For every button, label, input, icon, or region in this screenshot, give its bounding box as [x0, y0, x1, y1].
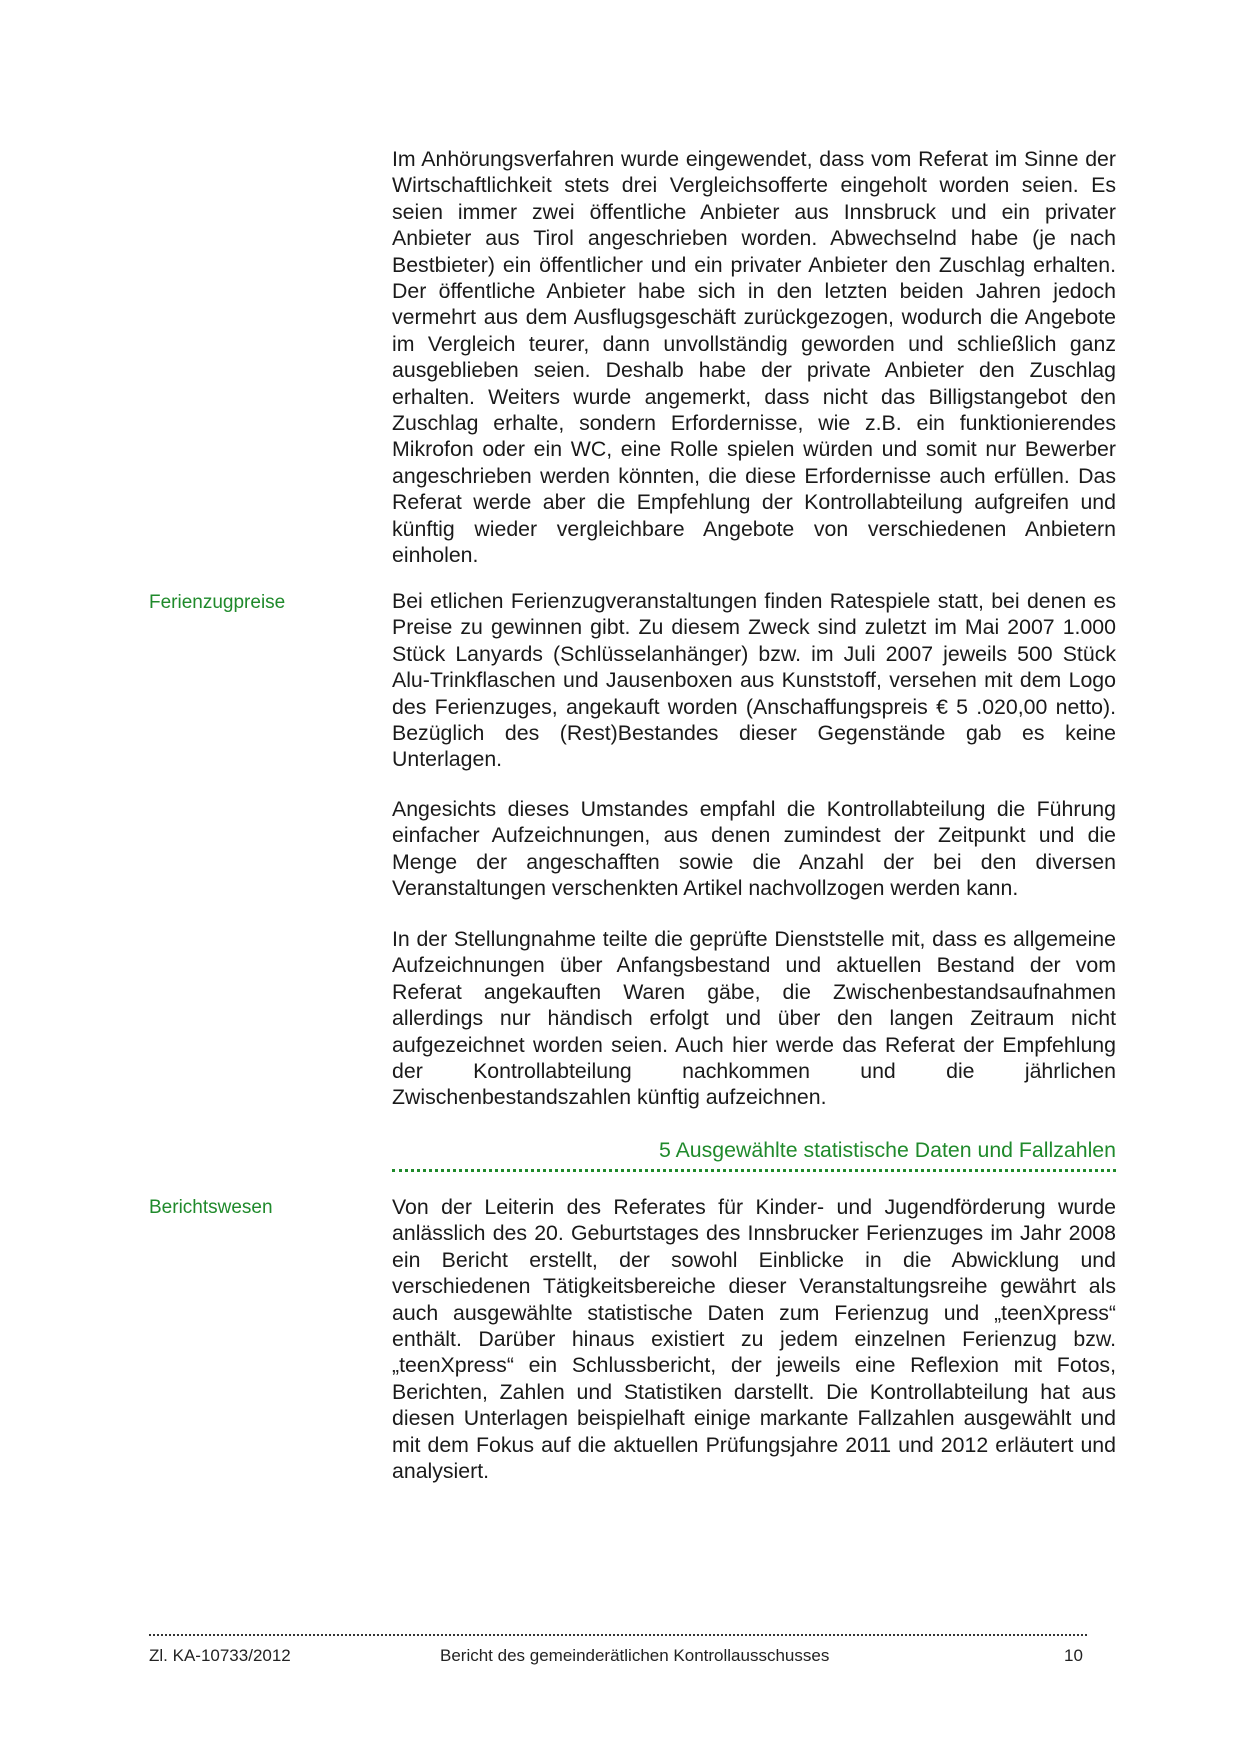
- paragraph-text: Von der Leiterin des Referates für Kinder- und Jugendförderung wurde anlässlich des 20. Geburtstages des Innsbrucker Ferienzuges im Jahr 2008 ein Bericht erstellt, der sowohl Einblicke in die Abwicklung und verschiedenen Tätigkeitsbereiche dieser Veranstaltungsreihe gewährt als auch ausgewählte statistische Daten zum Ferienzug und „teenXpress“ enthält. Darüber hinaus existiert zu jedem einzelnen Ferienzug bzw. „teenXpress“ ein Schlussbericht, der jeweils eine Reflexion mit Fotos, Berichten, Zahlen und Statistiken darstellt. Die Kontrollabteilung hat aus diesen Unterlagen beispielhaft einige markante Fallzahlen ausgewählt und mit dem Fokus auf die aktuellen Prüfungsjahre 2011 und 2012 erläutert und analysiert.: [392, 1195, 1116, 1484]
- paragraph-text: Angesichts dieses Umstandes empfahl die Kontrollabteilung die Führung einfacher Aufzeichnungen, aus denen zumindest der Zeitpunkt und die Menge der angeschafften sowie die Anzahl der bei den diversen Veranstaltungen verschenkten Artikel nachvollzogen werden kann.: [392, 797, 1116, 901]
- section-heading: 5 Ausgewählte statistische Daten und Fallzahlen: [659, 1138, 1116, 1162]
- body-paragraph-empfehlung: [392, 796, 1116, 902]
- paragraph-text: Im Anhörungsverfahren wurde eingewendet, dass vom Referat im Sinne der Wirtschaftlichkeit stets drei Vergleichsofferte eingeholt worden seien. Es seien immer zwei öffentliche Anbieter aus Innsbruck und ein privater Anbieter aus Tirol angeschrieben worden. Abwechselnd habe (je nach Bestbieter) ein öffentlicher und ein privater Anbieter den Zuschlag erhalten. Der öffentliche Anbieter habe sich in den letzten beiden Jahren jedoch vermehrt aus dem Ausflugsgeschäft zurückgezogen, wodurch die Angebote im Vergleich teurer, dann unvollständig geworden und schließlich ganz ausgeblieben seien. Deshalb habe der private Anbieter den Zuschlag erhalten. Weiters wurde angemerkt, dass nicht das Billigstangebot den Zuschlag erhalte, sondern Erfordernisse, wie z.B. ein funktionierendes Mikrofon oder ein WC, eine Rolle spielen würden und somit nur Bewerber angeschrieben werden könnten, die diese Erfordernisse auch erfüllen. Das Referat werde aber die Empfehlung der Kontrollabteilung aufgreifen und künftig wieder vergleichbare Angebote von verschiedenen Anbietern einholen.: [392, 147, 1116, 568]
- footer-title: Bericht des gemeinderätlichen Kontrollausschusses: [440, 1646, 830, 1665]
- paragraph-text: Bei etlichen Ferienzugveranstaltungen finden Ratespiele statt, bei denen es Preise zu gewinnen gibt. Zu diesem Zweck sind zuletzt im Mai 2007 1.000 Stück Lanyards (Schlüsselanhänger) bzw. im Juli 2007 jeweils 500 Stück Alu-Trinkflaschen und Jausenboxen aus Kunststoff, versehen mit dem Logo des Ferienzuges, angekauft worden (Anschaffungspreis € 5 .020,00 netto). Bezüglich des (Rest)Bestandes dieser Gegenstände gab es keine Unterlagen.: [392, 589, 1116, 772]
- body-paragraph-stellungnahme: [392, 926, 1116, 1111]
- body-paragraph-berichtswesen: [392, 1194, 1116, 1484]
- footer-reference: Zl. KA-10733/2012: [149, 1646, 291, 1665]
- section-divider: [392, 1169, 1116, 1172]
- body-paragraph-ferienzugpreise: [392, 588, 1116, 773]
- page-number: 10: [1064, 1646, 1083, 1665]
- margin-note-berichtswesen: Berichtswesen: [149, 1197, 273, 1218]
- paragraph-text: In der Stellungnahme teilte die geprüfte Dienststelle mit, dass es allgemeine Aufzeichnungen über Anfangsbestand und aktuellen Bestand der vom Referat angekauften Waren gäbe, die Zwischenbestandsaufnahmen allerdings nur händisch erfolgt und über den langen Zeitraum nicht aufgezeichnet worden seien. Auch hier werde das Referat der Empfehlung der Kontrollabteilung nachkommen und die jährlichen Zwischenbestandszahlen künftig aufzeichnen.: [392, 927, 1116, 1110]
- body-paragraph-anhoerung: [392, 146, 1116, 569]
- footer-divider: [149, 1634, 1087, 1636]
- margin-note-ferienzugpreise: Ferienzugpreise: [149, 592, 286, 613]
